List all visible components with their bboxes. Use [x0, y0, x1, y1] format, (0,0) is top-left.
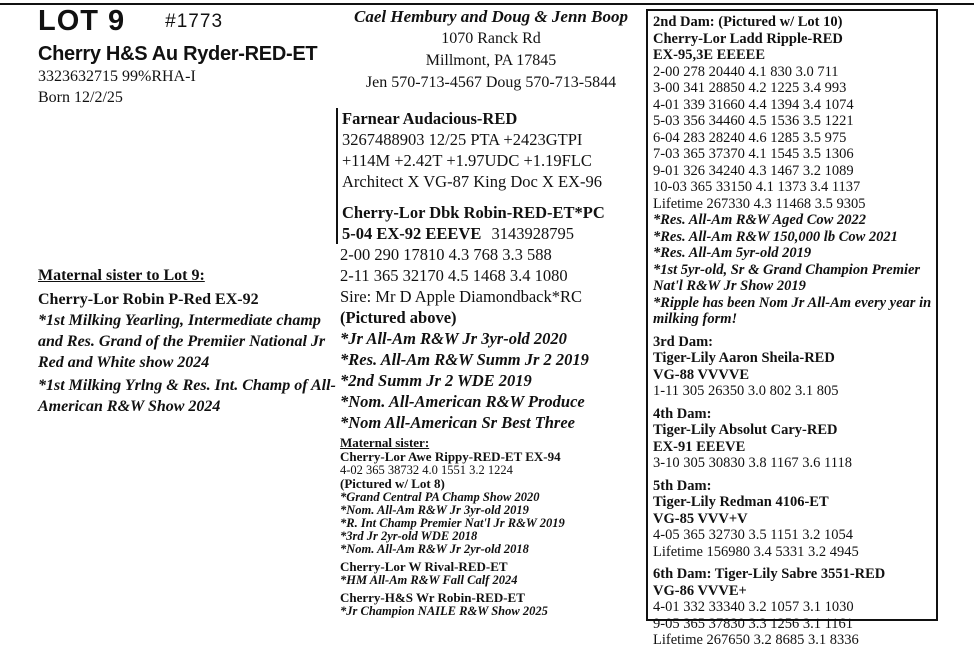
second-dam-record: 7-03 365 37370 4.1 1545 3.5 1306: [653, 146, 854, 162]
dam-honor: *Nom. All-American R&W Produce: [340, 392, 585, 411]
fourth-dam-record: 3-10 305 30830 3.8 1167 3.6 1118: [653, 455, 852, 471]
sixth-dam-class: VG-86 VVVE+: [653, 582, 747, 599]
top-rule: [0, 3, 974, 5]
dam-name: Cherry-Lor Dbk Robin-RED-ET*PC: [342, 203, 605, 222]
fifth-dam-name: Tiger-Lily Redman 4106-ET: [653, 494, 829, 510]
second-dam-record: 9-01 326 34240 4.3 1467 3.2 1089: [653, 162, 854, 179]
fourth-dam-block: [653, 406, 936, 472]
fifth-dam-record: 4-05 365 32730 3.5 1151 3.2 1054: [653, 527, 854, 543]
dam-sister-heading: Maternal sister:: [340, 435, 430, 450]
sibling-name: Cherry-H&S Wr Robin-RED-ET: [340, 590, 525, 605]
sibling-name: Cherry-Lor W Rival-RED-ET: [340, 559, 508, 574]
second-dam-name: Cherry-Lor Ladd Ripple-RED: [653, 30, 843, 47]
consignor-city: Millmont, PA 17845: [425, 52, 557, 69]
dam-sister-honor: *Nom. All-Am R&W Jr 2yr-old 2018: [340, 542, 529, 556]
fifth-dam-block: [653, 478, 936, 561]
second-dam-honor: *Res. All-Am R&W 150,000 lb Cow 2021: [653, 228, 898, 245]
sixth-dam-block: [653, 566, 936, 649]
second-dam-heading: 2nd Dam: (Pictured w/ Lot 10): [653, 14, 843, 30]
sire-name: Farnear Audacious-RED: [342, 109, 518, 128]
dam-sister-honor: *Nom. All-Am R&W Jr 3yr-old 2019: [340, 503, 529, 517]
second-dam-record: 6-04 283 28240 4.6 1285 3.5 975: [653, 129, 847, 146]
consignor-phones: Jen 570-713-4567 Doug 570-713-5844: [365, 74, 617, 91]
dam-sister-name: Cherry-Lor Awe Rippy-RED-ET EX-94: [340, 449, 561, 464]
dam-honor: *Nom All-American Sr Best Three: [340, 413, 575, 432]
maternal-sister-honor: *1st Milking Yearling, Intermediate champ and Res. Grand of the Premiier National Jr Red and White show 2024: [38, 312, 326, 371]
sibling-honor: *HM All-Am R&W Fall Calf 2024: [340, 573, 518, 587]
second-dam-honor: *1st 5yr-old, Sr & Grand Champion Premier Nat'l R&W Jr Show 2019: [653, 261, 921, 294]
dam-record: 2-11 365 32170 4.5 1468 3.4 1080: [340, 266, 568, 285]
dam-sister-honor: *Grand Central PA Champ Show 2020: [340, 490, 540, 504]
dam-sister-honor: *3rd Jr 2yr-old WDE 2018: [340, 529, 478, 543]
fifth-dam-lifetime: Lifetime 156980 3.4 5331 3.2 4945: [653, 543, 859, 560]
pedigree-middle: [336, 108, 648, 618]
dam-sister-record: 4-02 365 38732 4.0 1551 3.2 1224: [340, 463, 513, 477]
dam-pictured: (Pictured above): [340, 308, 457, 327]
third-dam-block: [653, 334, 936, 400]
second-dam-honor: *Ripple has been Nom Jr All-Am every year in milking form!: [653, 294, 932, 327]
fifth-dam-heading: 5th Dam:: [653, 477, 712, 494]
ancestry-box: [646, 9, 938, 648]
sire-info: 3267488903 12/25 PTA +2423GTPI: [342, 130, 583, 149]
second-dam-record: 2-00 278 20440 4.1 830 3.0 711: [653, 63, 839, 80]
fourth-dam-name: Tiger-Lily Absolut Cary-RED: [653, 422, 838, 438]
dam-honor: *Jr All-Am R&W Jr 3yr-old 2020: [340, 329, 567, 348]
second-dam-record: 5-03 356 34460 4.5 1536 3.5 1221: [653, 113, 854, 129]
dam-record: 2-00 290 17810 4.3 768 3.3 588: [340, 245, 552, 264]
dam-class-row: [342, 223, 648, 244]
maternal-sister-honor: *1st Milking Yrlng & Res. Int. Champ of All-American R&W Show 2024: [38, 377, 336, 415]
fifth-dam-class: VG-85 VVV+V: [653, 510, 748, 527]
second-dam-honor: *Res. All-Am R&W Aged Cow 2022: [653, 212, 866, 228]
third-dam-class: VG-88 VVVVE: [653, 366, 749, 383]
lot-header: [38, 6, 338, 108]
lot-label: LOT 9: [38, 5, 126, 37]
consignor-block: [341, 6, 641, 94]
dam-classification: 5-04 EX-92 EEEVE: [342, 224, 482, 243]
second-dam-record: 3-00 341 28850 4.2 1225 3.4 993: [653, 80, 847, 96]
maternal-sister-heading: Maternal sister to Lot 9:: [38, 267, 205, 284]
sixth-dam-record: 4-01 332 33340 3.2 1057 3.1 1030: [653, 599, 854, 615]
sire-block: [336, 108, 648, 244]
animal-birthdate: Born 12/2/25: [38, 89, 123, 106]
second-dam-block: [653, 14, 936, 328]
consignor-name: Cael Hembury and Doug & Jenn Boop: [354, 7, 628, 26]
dam-honor: *2nd Summ Jr 2 WDE 2019: [340, 371, 532, 390]
maternal-sister-name: Cherry-Lor Robin P-Red EX-92: [38, 291, 259, 308]
maternal-sister-to-lot: [38, 265, 338, 417]
second-dam-record: 10-03 365 33150 4.1 1373 3.4 1137: [653, 179, 861, 195]
dam-sire: Sire: Mr D Apple Diamondback*RC: [340, 287, 582, 306]
lot-number: #1773: [165, 11, 224, 32]
fourth-dam-class: EX-91 EEEVE: [653, 438, 746, 455]
lot-title-row: [38, 6, 338, 36]
dam-registration: 3143928795: [491, 224, 574, 243]
sixth-dam-heading: 6th Dam: Tiger-Lily Sabre 3551-RED: [653, 566, 886, 582]
fourth-dam-heading: 4th Dam:: [653, 405, 712, 422]
third-dam-name: Tiger-Lily Aaron Sheila-RED: [653, 350, 835, 366]
sixth-dam-lifetime: Lifetime 267650 3.2 8685 3.1 8336: [653, 632, 859, 648]
third-dam-heading: 3rd Dam:: [653, 333, 714, 350]
animal-name: Cherry H&S Au Ryder-RED-ET: [38, 43, 318, 65]
sibling-honor: *Jr Champion NAILE R&W Show 2025: [340, 604, 548, 618]
second-dam-class: EX-95,3E EEEEE: [653, 47, 765, 63]
second-dam-record: 4-01 339 31660 4.4 1394 3.4 1074: [653, 96, 854, 113]
second-dam-lifetime: Lifetime 267330 4.3 11468 3.5 9305: [653, 195, 866, 212]
consignor-address: 1070 Ranck Rd: [441, 30, 541, 47]
second-dam-honor: *Res. All-Am 5yr-old 2019: [653, 245, 812, 261]
dam-sister-honor: *R. Int Champ Premier Nat'l Jr R&W 2019: [340, 516, 565, 530]
third-dam-record: 1-11 305 26350 3.0 802 3.1 805: [653, 383, 839, 399]
sixth-dam-record: 9-05 365 37830 3.3 1256 3.1 1161: [653, 615, 854, 632]
sire-info: Architect X VG-87 King Doc X EX-96: [342, 172, 602, 191]
dam-sister-pictured: (Pictured w/ Lot 8): [340, 476, 445, 491]
dam-honor: *Res. All-Am R&W Summ Jr 2 2019: [340, 350, 589, 369]
animal-registration: 3323632715 99%RHA-I: [38, 68, 196, 85]
sire-info: +114M +2.42T +1.97UDC +1.19FLC: [342, 151, 592, 170]
